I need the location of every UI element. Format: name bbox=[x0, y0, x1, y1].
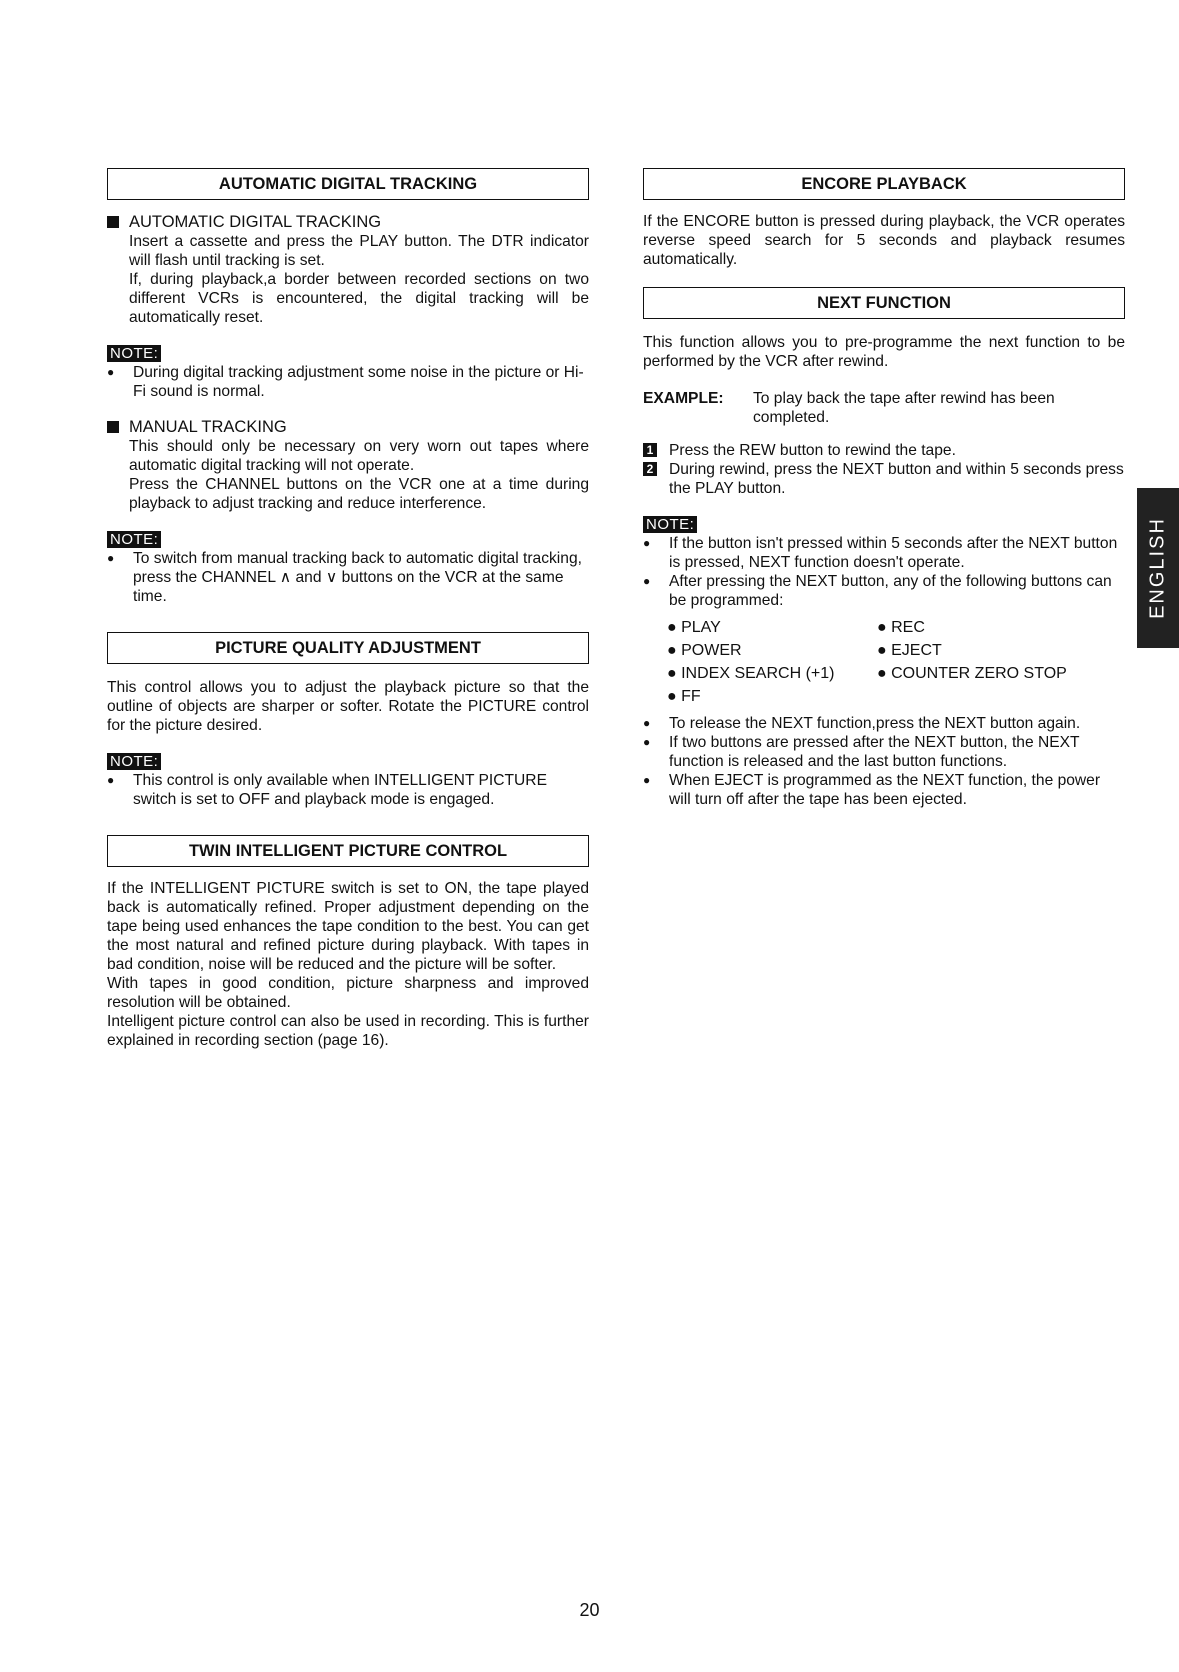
twin-para-1: If the INTELLIGENT PICTURE switch is set to ON, the tape played back is automatically refined. Proper adjustment depending on the tape being used enhances the tape condition to the best. You can get the most natural and refined picture during playback. With tapes in bad condition, noise will be reduced and the picture will be softer. bbox=[107, 880, 589, 973]
next-note-item: ● If the button isn't pressed within 5 seconds after the NEXT button is pressed, NEXT function doesn't operate. bbox=[643, 535, 1118, 571]
bullet-dot-icon: ● bbox=[643, 773, 651, 787]
note-label: NOTE: bbox=[107, 753, 161, 770]
twin-para-2: With tapes in good condition, picture sharpness and improved resolution will be obtained. bbox=[107, 975, 589, 1011]
note-label: NOTE: bbox=[107, 345, 161, 362]
manual-para-1: This should only be necessary on very worn out tapes where automatic digital tracking will not operate. bbox=[129, 438, 589, 474]
note-label: NOTE: bbox=[107, 531, 161, 548]
step-number-icon: 2 bbox=[643, 462, 657, 476]
adt-subheading-text: AUTOMATIC DIGITAL TRACKING bbox=[129, 213, 382, 231]
example-text: To play back the tape after rewind has been completed. bbox=[753, 390, 1055, 426]
encore-para: If the ENCORE button is pressed during playback, the VCR operates reverse speed search for 5 seconds and playback resumes automatically. bbox=[643, 213, 1125, 268]
section-title-picture-quality-adjustment: PICTURE QUALITY ADJUSTMENT bbox=[107, 632, 589, 664]
programmable-buttons-list bbox=[667, 616, 1125, 708]
square-bullet-icon bbox=[107, 421, 119, 433]
left-column bbox=[107, 168, 589, 1050]
step-number-icon: 1 bbox=[643, 443, 657, 457]
next-para: This function allows you to pre-programme the next function to be performed by the VCR after rewind. bbox=[643, 334, 1125, 370]
example-label: EXAMPLE: bbox=[643, 390, 724, 407]
next-step: 1 Press the REW button to rewind the tape. bbox=[643, 441, 1125, 460]
manual-note-item: ● To switch from manual tracking back to automatic digital tracking, press the CHANNEL ∧ and ∨ buttons on the VCR at the same time. bbox=[107, 550, 582, 605]
twin-para-3: Intelligent picture control can also be used in recording. This is further explained in recording section (page 16). bbox=[107, 1013, 589, 1049]
bullet-dot-icon: ● bbox=[643, 735, 651, 749]
pqa-note-item: ● This control is only available when INTELLIGENT PICTURE switch is set to OFF and playback mode is engaged. bbox=[107, 772, 547, 808]
next-example bbox=[643, 389, 1125, 427]
adt-subheading bbox=[107, 212, 589, 232]
note-label: NOTE: bbox=[643, 516, 697, 533]
bullet-dot-icon: ● bbox=[643, 716, 651, 730]
bullet-dot-icon: ● bbox=[643, 574, 651, 588]
list-item: ● EJECT bbox=[877, 642, 942, 659]
next-note-item: ● To release the NEXT function,press the NEXT button again. bbox=[643, 715, 1081, 732]
bullet-dot-icon: ● bbox=[643, 536, 651, 550]
page-number: 20 bbox=[579, 1600, 600, 1620]
adt-note-item: ● During digital tracking adjustment some noise in the picture or Hi-Fi sound is normal. bbox=[107, 364, 584, 400]
language-side-tab-label: ENGLISH bbox=[1146, 517, 1169, 619]
adt-para-2: If, during playback,a border between recorded sections on two different VCRs is encountered, the digital tracking will be automatically reset. bbox=[129, 271, 589, 326]
list-item: ● PLAY bbox=[667, 619, 721, 636]
language-side-tab bbox=[1137, 488, 1179, 648]
next-step: 2 During rewind, press the NEXT button and within 5 seconds press the PLAY button. bbox=[643, 460, 1125, 498]
section-title-automatic-digital-tracking: AUTOMATIC DIGITAL TRACKING bbox=[107, 168, 589, 200]
list-item: ● POWER bbox=[667, 642, 742, 659]
list-item: ● COUNTER ZERO STOP bbox=[877, 665, 1067, 682]
manual-subheading-text: MANUAL TRACKING bbox=[129, 418, 287, 436]
next-note-item: ● After pressing the NEXT button, any of the following buttons can be programmed: bbox=[643, 573, 1112, 609]
square-bullet-icon bbox=[107, 216, 119, 228]
right-column bbox=[643, 168, 1125, 809]
next-note-item: ● When EJECT is programmed as the NEXT function, the power will turn off after the tape has been ejected. bbox=[643, 772, 1101, 808]
list-item: ● INDEX SEARCH (+1) bbox=[667, 665, 835, 682]
section-title-next-function: NEXT FUNCTION bbox=[643, 287, 1125, 319]
bullet-dot-icon: ● bbox=[107, 365, 115, 379]
bullet-dot-icon: ● bbox=[107, 551, 115, 565]
adt-para-1: Insert a cassette and press the PLAY button. The DTR indicator will flash until tracking is set. bbox=[129, 233, 589, 269]
list-item: ● REC bbox=[877, 619, 925, 636]
pqa-para: This control allows you to adjust the playback picture so that the outline of objects are sharper or softer. Rotate the PICTURE control for the picture desired. bbox=[107, 679, 589, 734]
bullet-dot-icon: ● bbox=[107, 773, 115, 787]
manual-subheading bbox=[107, 417, 589, 437]
manual-para-2: Press the CHANNEL buttons on the VCR one at a time during playback to adjust tracking and reduce interference. bbox=[129, 476, 589, 512]
list-item: ● FF bbox=[667, 688, 701, 705]
section-title-encore-playback: ENCORE PLAYBACK bbox=[643, 168, 1125, 200]
next-note-item: ● If two buttons are pressed after the NEXT button, the NEXT function is released and the last button functions. bbox=[643, 734, 1080, 770]
section-title-twin-intelligent-picture-control: TWIN INTELLIGENT PICTURE CONTROL bbox=[107, 835, 589, 867]
